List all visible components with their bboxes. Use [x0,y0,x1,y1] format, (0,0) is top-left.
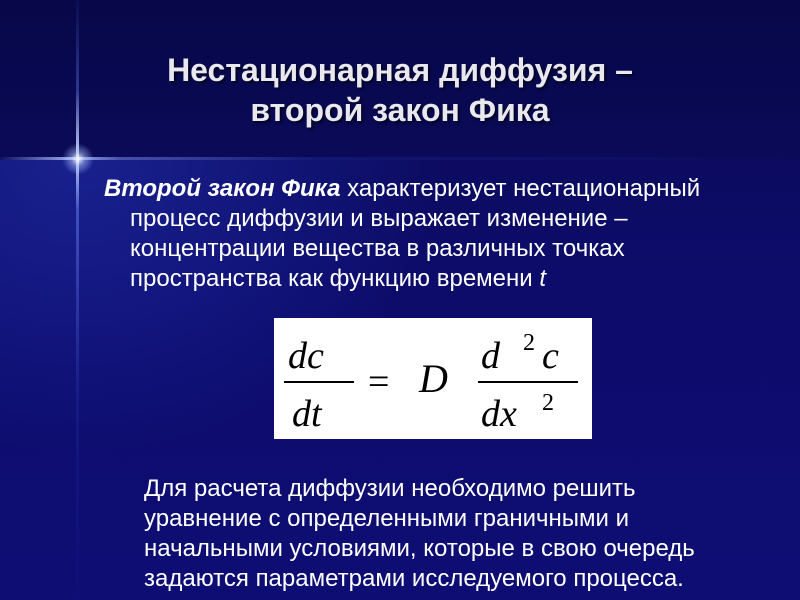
sparkle-icon [62,143,94,175]
lhs-denominator: dt [292,393,322,435]
time-variable: t [539,265,547,292]
paragraph-line-3: концентрации вещества в различных точках [130,235,625,262]
slide-title [0,50,800,130]
rhs-numerator-d: d [481,335,500,377]
rhs-numerator-exponent: 2 [523,330,535,356]
rhs-numerator-c: c [542,335,559,377]
solution-line-1: Для расчета диффузии необходимо решить [144,475,636,502]
paragraph-line-1-rest: характеризует нестационарный [340,175,701,202]
diffusion-coefficient: D [419,356,448,401]
paragraph-line-4 [104,264,784,294]
title-line-2: второй закон Фика [250,92,550,128]
lhs-numerator: dc [288,335,324,377]
solution-line-4: задаются параметрами исследуемого процесса. [144,565,684,592]
term-fick-second-law: Второй закон Фика [104,175,341,202]
paragraph-line-4-text: пространства как функцию времени [130,265,540,292]
title-line-1: Нестационарная диффузия – [167,52,633,88]
rhs-denominator: dx [481,393,517,435]
solution-line-3: начальными условиями, которые в свою очередь [144,535,695,562]
rhs-denominator-exponent: 2 [542,390,554,416]
solution-line-2: уравнение с определенными граничными и [144,505,629,532]
decorative-glow-line-horizontal [0,157,800,160]
paragraph-line-1 [104,174,784,204]
formula-box [274,318,592,439]
fick-second-law-formula [274,318,592,439]
definition-paragraph [104,174,784,294]
solution-paragraph [144,474,784,594]
paragraph-line-2: процесс диффузии и выражает изменение – [130,205,628,232]
equals-sign: = [368,361,390,403]
